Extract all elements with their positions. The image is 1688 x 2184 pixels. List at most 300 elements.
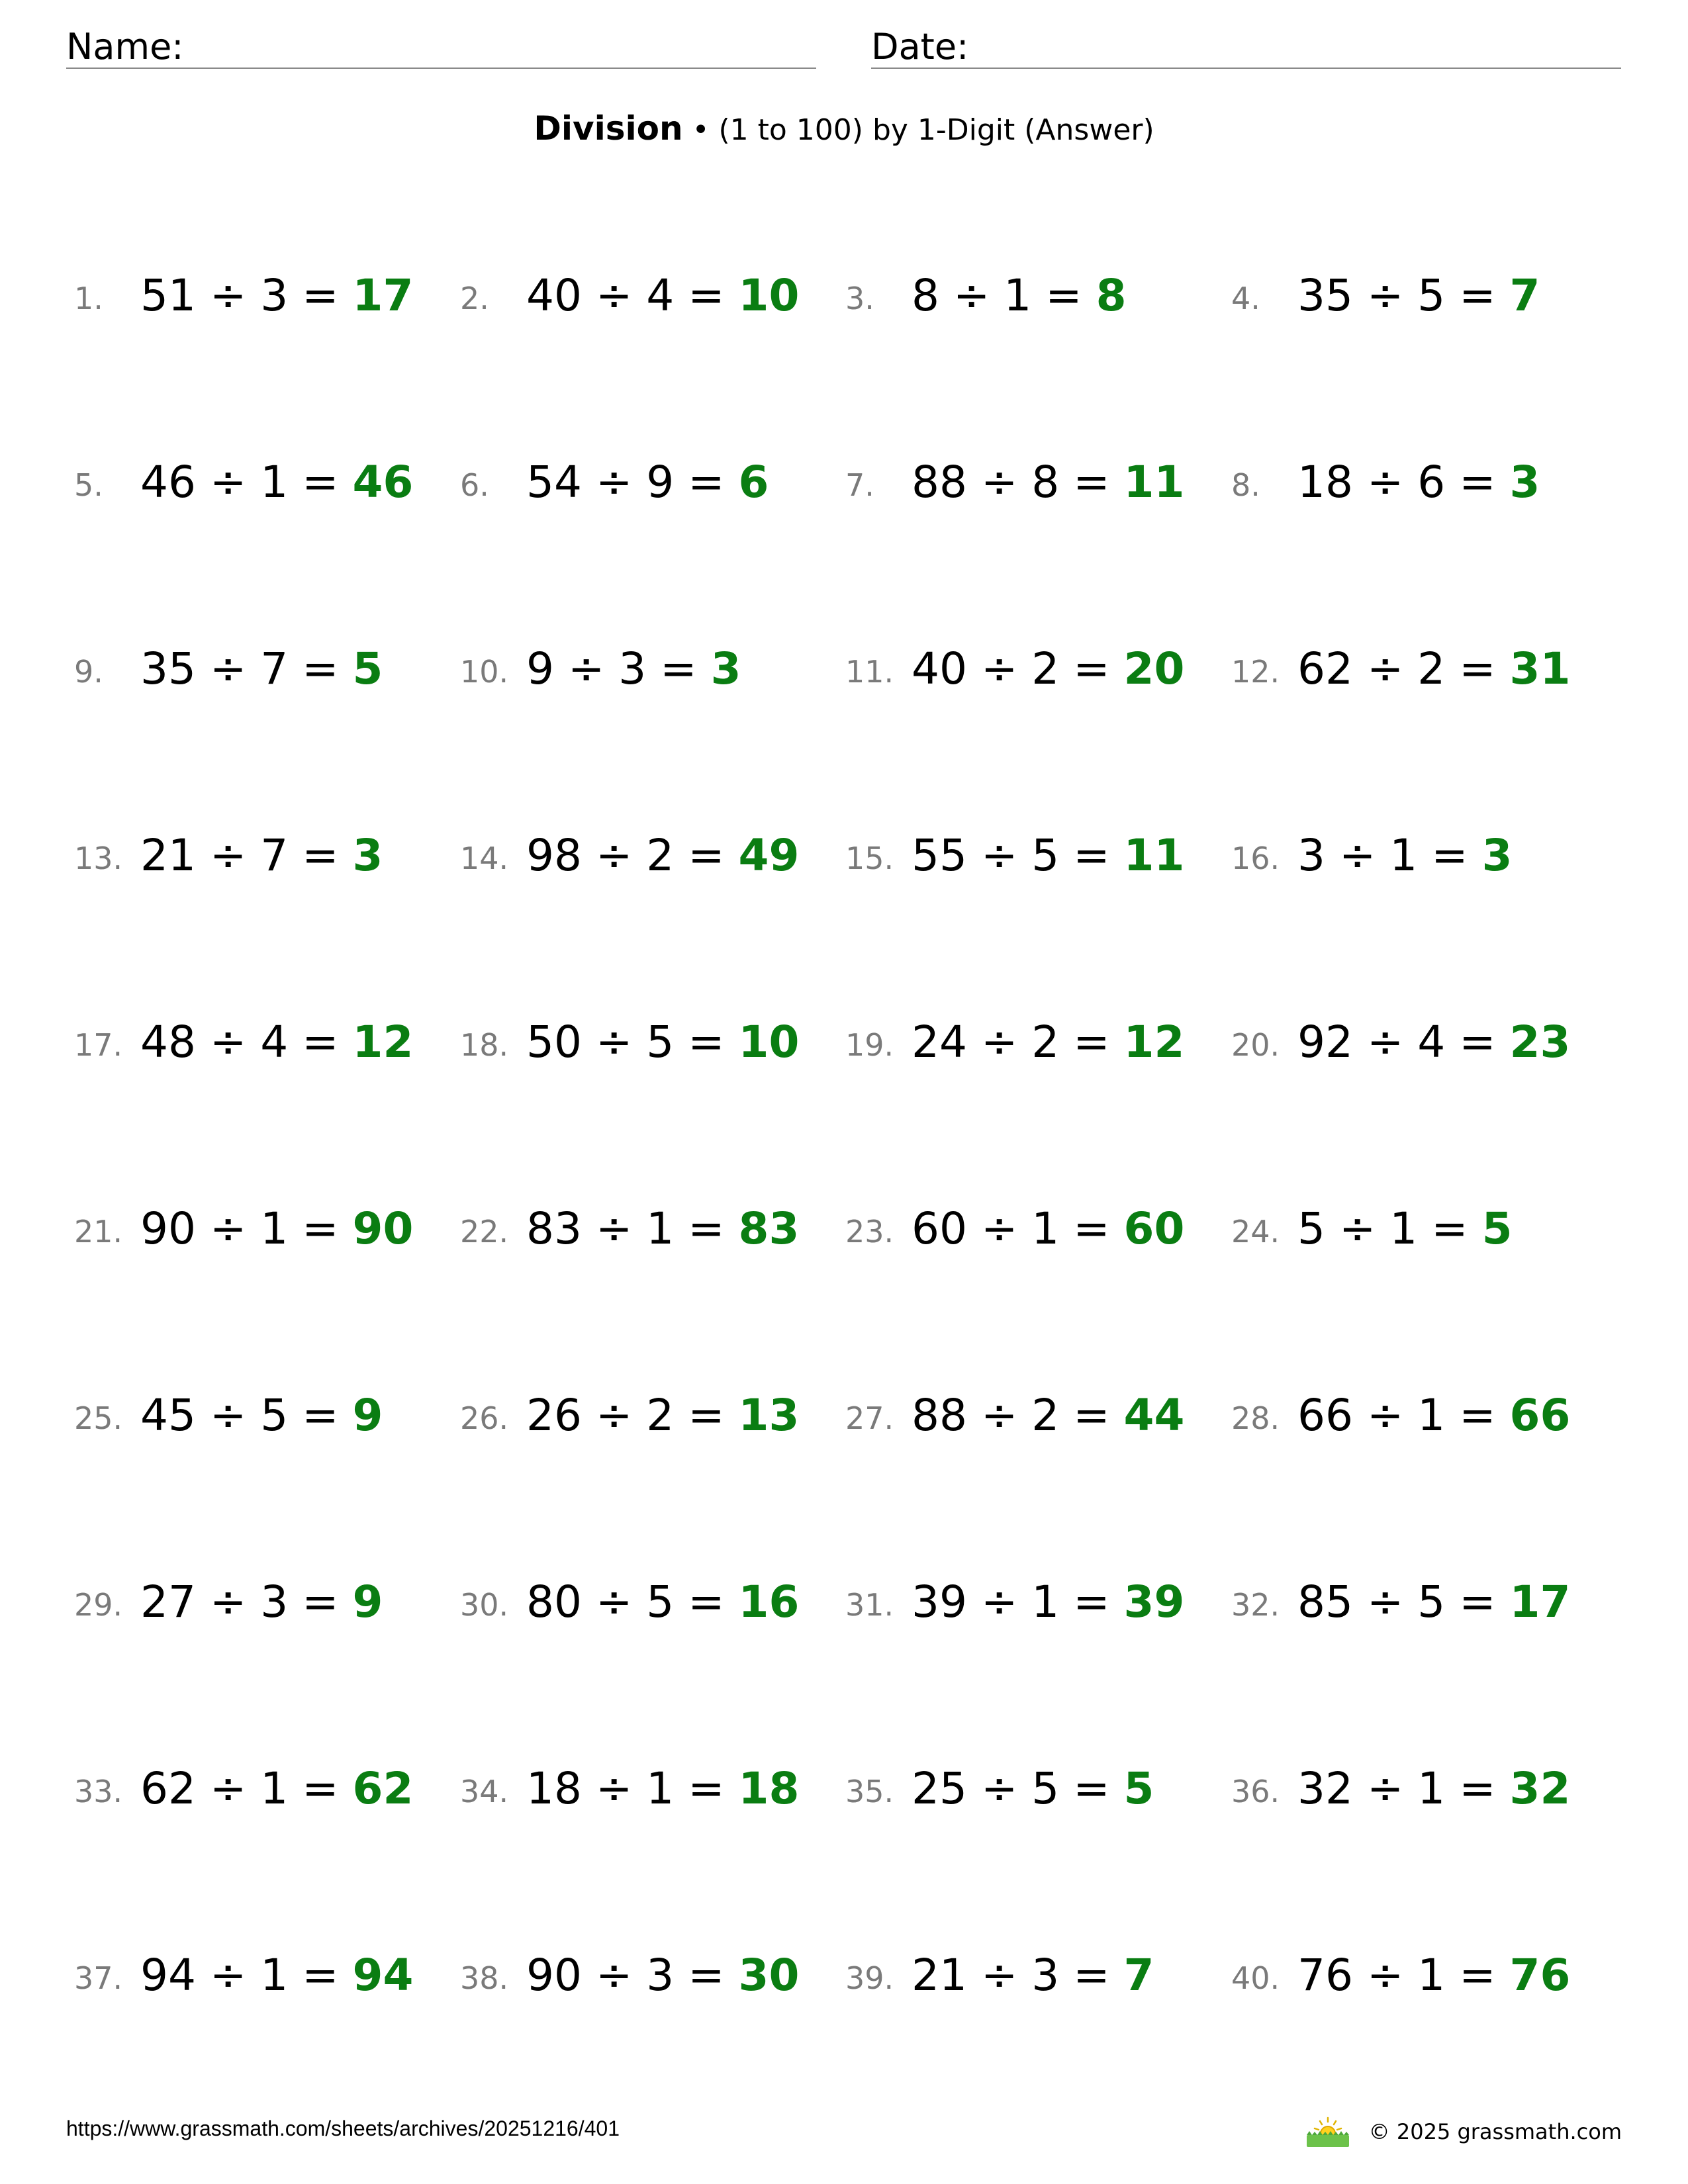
problem-expression <box>140 270 414 321</box>
problem-item <box>845 991 1229 1071</box>
divisor: 1 <box>260 1950 289 2001</box>
dividend: 18 <box>1297 457 1353 508</box>
equals-symbol: = <box>302 270 339 321</box>
divide-symbol: ÷ <box>980 1203 1018 1254</box>
problem-number: 7. <box>845 467 874 503</box>
dividend: 62 <box>1297 643 1353 694</box>
divisor: 5 <box>1031 830 1060 881</box>
title-main: Division <box>534 109 683 148</box>
divisor: 1 <box>260 1203 289 1254</box>
divide-symbol: ÷ <box>980 1576 1018 1627</box>
answer: 6 <box>738 457 769 508</box>
divisor: 2 <box>646 1390 675 1441</box>
answer: 7 <box>1509 270 1540 321</box>
divisor: 1 <box>1031 1576 1060 1627</box>
divide-symbol: ÷ <box>595 830 633 881</box>
dividend: 90 <box>140 1203 196 1254</box>
problem-number: 9. <box>74 654 103 690</box>
answer: 44 <box>1123 1390 1185 1441</box>
equals-symbol: = <box>688 1763 725 1814</box>
problem-expression <box>1297 1576 1571 1627</box>
problem-expression <box>1297 643 1571 694</box>
divide-symbol: ÷ <box>1366 457 1404 508</box>
answer: 17 <box>1509 1576 1571 1627</box>
problem-item <box>1231 1925 1615 2004</box>
divide-symbol: ÷ <box>980 1390 1018 1441</box>
divisor: 5 <box>646 1576 675 1627</box>
answer: 3 <box>1481 830 1513 881</box>
problem-expression <box>1297 1390 1571 1441</box>
equals-symbol: = <box>688 1950 725 2001</box>
equals-symbol: = <box>302 1763 339 1814</box>
answer: 16 <box>738 1576 800 1627</box>
answer: 94 <box>352 1950 414 2001</box>
divisor: 1 <box>646 1203 675 1254</box>
dividend: 88 <box>912 457 967 508</box>
divide-symbol: ÷ <box>1366 270 1404 321</box>
divide-symbol: ÷ <box>209 1390 247 1441</box>
divide-symbol: ÷ <box>980 1950 1018 2001</box>
divisor: 2 <box>1417 643 1446 694</box>
equals-symbol: = <box>1459 1950 1496 2001</box>
equals-symbol: = <box>1459 270 1496 321</box>
answer: 20 <box>1123 643 1185 694</box>
equals-symbol: = <box>1459 457 1496 508</box>
problem-number: 15. <box>845 841 894 876</box>
dividend: 90 <box>526 1950 582 2001</box>
equals-symbol: = <box>1459 1390 1496 1441</box>
divide-symbol: ÷ <box>595 1950 633 2001</box>
equals-symbol: = <box>302 1950 339 2001</box>
divide-symbol: ÷ <box>595 1576 633 1627</box>
equals-symbol: = <box>302 830 339 881</box>
divide-symbol: ÷ <box>209 1203 247 1254</box>
answer: 11 <box>1123 830 1185 881</box>
answer: 60 <box>1123 1203 1185 1254</box>
divide-symbol: ÷ <box>209 830 247 881</box>
answer: 39 <box>1123 1576 1185 1627</box>
dividend: 24 <box>912 1017 967 1068</box>
problem-number: 40. <box>1231 1960 1280 1996</box>
answer: 18 <box>738 1763 800 1814</box>
problem-expression <box>912 830 1185 881</box>
problem-item <box>460 1925 844 2004</box>
problem-number: 18. <box>460 1027 509 1063</box>
problem-number: 17. <box>74 1027 123 1063</box>
problem-number: 32. <box>1231 1587 1280 1623</box>
problem-item <box>74 805 458 884</box>
problem-number: 23. <box>845 1214 894 1250</box>
problem-expression <box>1297 270 1540 321</box>
divisor: 1 <box>1004 270 1032 321</box>
dividend: 18 <box>526 1763 582 1814</box>
problem-expression <box>140 457 414 508</box>
dividend: 51 <box>140 270 196 321</box>
divide-symbol: ÷ <box>595 1390 633 1441</box>
problem-item <box>1231 991 1615 1071</box>
problem-number: 14. <box>460 841 509 876</box>
problem-number: 28. <box>1231 1400 1280 1436</box>
divisor: 6 <box>1417 457 1446 508</box>
answer: 62 <box>352 1763 414 1814</box>
dividend: 45 <box>140 1390 196 1441</box>
problem-expression <box>526 457 769 508</box>
problem-item <box>1231 245 1615 324</box>
divide-symbol: ÷ <box>209 1017 247 1068</box>
problem-item <box>460 1738 844 1817</box>
problem-item <box>1231 618 1615 698</box>
equals-symbol: = <box>302 1576 339 1627</box>
problem-expression <box>526 270 800 321</box>
equals-symbol: = <box>688 830 725 881</box>
equals-symbol: = <box>1073 457 1110 508</box>
problem-expression <box>526 830 800 881</box>
equals-symbol: = <box>1073 1576 1110 1627</box>
divisor: 5 <box>260 1390 289 1441</box>
equals-symbol: = <box>302 643 339 694</box>
divide-symbol: ÷ <box>1366 1950 1404 2001</box>
divide-symbol: ÷ <box>1366 1576 1404 1627</box>
equals-symbol: = <box>1073 1763 1110 1814</box>
problem-item <box>1231 1365 1615 1444</box>
problem-expression <box>526 1203 800 1254</box>
dividend: 35 <box>1297 270 1353 321</box>
problem-item <box>460 245 844 324</box>
equals-symbol: = <box>1431 830 1468 881</box>
title-subtitle: • (1 to 100) by 1-Digit (Answer) <box>682 113 1154 147</box>
divide-symbol: ÷ <box>209 1763 247 1814</box>
problem-item <box>460 1551 844 1631</box>
dividend: 40 <box>526 270 582 321</box>
answer: 5 <box>352 643 383 694</box>
equals-symbol: = <box>1459 1763 1496 1814</box>
problem-expression <box>912 643 1185 694</box>
divisor: 3 <box>1031 1950 1060 2001</box>
problem-expression <box>1297 1950 1571 2001</box>
divide-symbol: ÷ <box>1366 1390 1404 1441</box>
equals-symbol: = <box>1045 270 1082 321</box>
equals-symbol: = <box>1073 643 1110 694</box>
divisor: 4 <box>260 1017 289 1068</box>
problem-item <box>460 1178 844 1257</box>
divide-symbol: ÷ <box>595 1203 633 1254</box>
divisor: 7 <box>260 830 289 881</box>
problem-number: 12. <box>1231 654 1280 690</box>
problem-expression <box>1297 1203 1513 1254</box>
name-field[interactable] <box>66 26 816 69</box>
dividend: 88 <box>912 1390 967 1441</box>
dividend: 62 <box>140 1763 196 1814</box>
problem-expression <box>912 1763 1154 1814</box>
answer: 17 <box>352 270 414 321</box>
dividend: 26 <box>526 1390 582 1441</box>
answer: 32 <box>1509 1763 1571 1814</box>
problem-number: 24. <box>1231 1214 1280 1250</box>
dividend: 55 <box>912 830 967 881</box>
problem-number: 5. <box>74 467 103 503</box>
problem-number: 29. <box>74 1587 123 1623</box>
dividend: 21 <box>140 830 196 881</box>
answer: 46 <box>352 457 414 508</box>
answer: 12 <box>352 1017 414 1068</box>
problem-expression <box>140 1203 414 1254</box>
problem-item <box>74 1738 458 1817</box>
answer: 66 <box>1509 1390 1571 1441</box>
divisor: 2 <box>1031 1017 1060 1068</box>
answer: 11 <box>1123 457 1185 508</box>
dividend: 46 <box>140 457 196 508</box>
equals-symbol: = <box>1073 1017 1110 1068</box>
dividend: 85 <box>1297 1576 1353 1627</box>
problem-expression <box>912 1017 1185 1068</box>
divisor: 2 <box>646 830 675 881</box>
divide-symbol: ÷ <box>209 270 247 321</box>
dividend: 50 <box>526 1017 582 1068</box>
equals-symbol: = <box>302 1017 339 1068</box>
problem-item <box>460 991 844 1071</box>
page-title <box>0 109 1688 148</box>
problem-number: 2. <box>460 281 489 316</box>
dividend: 80 <box>526 1576 582 1627</box>
divisor: 2 <box>1031 643 1060 694</box>
divisor: 1 <box>1417 1763 1446 1814</box>
problem-expression <box>526 1017 800 1068</box>
problem-number: 31. <box>845 1587 894 1623</box>
divisor: 2 <box>1031 1390 1060 1441</box>
dividend: 94 <box>140 1950 196 2001</box>
divide-symbol: ÷ <box>980 1017 1018 1068</box>
equals-symbol: = <box>688 1576 725 1627</box>
divide-symbol: ÷ <box>567 643 605 694</box>
problem-number: 10. <box>460 654 509 690</box>
dividend: 66 <box>1297 1390 1353 1441</box>
dividend: 27 <box>140 1576 196 1627</box>
problem-item <box>845 432 1229 511</box>
problem-number: 39. <box>845 1960 894 1996</box>
problem-expression <box>140 830 383 881</box>
equals-symbol: = <box>302 1390 339 1441</box>
grass-sun-logo-icon <box>1303 2115 1353 2148</box>
problem-item <box>845 1365 1229 1444</box>
date-field[interactable] <box>871 26 1621 69</box>
answer: 23 <box>1509 1017 1571 1068</box>
divide-symbol: ÷ <box>209 457 247 508</box>
divisor: 1 <box>1031 1203 1060 1254</box>
equals-symbol: = <box>688 1203 725 1254</box>
divide-symbol: ÷ <box>1366 1763 1404 1814</box>
divide-symbol: ÷ <box>980 457 1018 508</box>
divisor: 9 <box>646 457 675 508</box>
problem-number: 34. <box>460 1774 509 1809</box>
dividend: 8 <box>912 270 939 321</box>
equals-symbol: = <box>688 457 725 508</box>
problem-item <box>845 245 1229 324</box>
divide-symbol: ÷ <box>953 270 990 321</box>
equals-symbol: = <box>688 1017 725 1068</box>
problem-number: 38. <box>460 1960 509 1996</box>
problem-item <box>74 1551 458 1631</box>
problem-expression <box>912 1390 1185 1441</box>
problem-number: 6. <box>460 467 489 503</box>
answer: 90 <box>352 1203 414 1254</box>
problem-item <box>845 1178 1229 1257</box>
problem-expression <box>912 1576 1185 1627</box>
answer: 3 <box>710 643 741 694</box>
answer: 3 <box>1509 457 1540 508</box>
answer: 83 <box>738 1203 800 1254</box>
problem-expression <box>1297 1763 1571 1814</box>
equals-symbol: = <box>1073 830 1110 881</box>
dividend: 21 <box>912 1950 967 2001</box>
dividend: 48 <box>140 1017 196 1068</box>
problem-number: 13. <box>74 841 123 876</box>
divisor: 5 <box>1031 1763 1060 1814</box>
problem-number: 27. <box>845 1400 894 1436</box>
dividend: 40 <box>912 643 967 694</box>
problem-item <box>74 1178 458 1257</box>
divisor: 1 <box>1417 1950 1446 2001</box>
divisor: 7 <box>260 643 289 694</box>
answer: 8 <box>1096 270 1127 321</box>
divide-symbol: ÷ <box>1338 830 1376 881</box>
dividend: 60 <box>912 1203 967 1254</box>
problem-expression <box>912 270 1127 321</box>
equals-symbol: = <box>1459 1017 1496 1068</box>
answer: 7 <box>1123 1950 1154 2001</box>
equals-symbol: = <box>1073 1950 1110 2001</box>
problem-item <box>74 991 458 1071</box>
problem-number: 30. <box>460 1587 509 1623</box>
problem-number: 21. <box>74 1214 123 1250</box>
answer: 76 <box>1509 1950 1571 2001</box>
problem-number: 22. <box>460 1214 509 1250</box>
divide-symbol: ÷ <box>980 1763 1018 1814</box>
answer: 5 <box>1123 1763 1154 1814</box>
equals-symbol: = <box>660 643 697 694</box>
answer: 49 <box>738 830 800 881</box>
divisor: 3 <box>260 1576 289 1627</box>
dividend: 98 <box>526 830 582 881</box>
divide-symbol: ÷ <box>595 457 633 508</box>
problem-expression <box>140 1576 383 1627</box>
footer-url[interactable]: https://www.grassmath.com/sheets/archives/20251216/401 <box>66 2116 620 2140</box>
problem-item <box>74 618 458 698</box>
problem-expression <box>912 1203 1185 1254</box>
problem-number: 36. <box>1231 1774 1280 1809</box>
dividend: 3 <box>1297 830 1325 881</box>
answer: 31 <box>1509 643 1571 694</box>
problem-item <box>1231 1551 1615 1631</box>
problem-item <box>1231 1178 1615 1257</box>
answer: 9 <box>352 1390 383 1441</box>
answer: 13 <box>738 1390 800 1441</box>
divide-symbol: ÷ <box>980 643 1018 694</box>
problem-expression <box>526 1950 800 2001</box>
problem-number: 25. <box>74 1400 123 1436</box>
answer: 30 <box>738 1950 800 2001</box>
divide-symbol: ÷ <box>595 1017 633 1068</box>
equals-symbol: = <box>302 457 339 508</box>
dividend: 25 <box>912 1763 967 1814</box>
divisor: 1 <box>1389 1203 1418 1254</box>
problem-item <box>1231 1738 1615 1817</box>
problem-expression <box>140 643 383 694</box>
answer: 9 <box>352 1576 383 1627</box>
divide-symbol: ÷ <box>980 830 1018 881</box>
equals-symbol: = <box>302 1203 339 1254</box>
dividend: 92 <box>1297 1017 1353 1068</box>
problem-item <box>1231 432 1615 511</box>
problem-expression <box>1297 830 1513 881</box>
problem-number: 8. <box>1231 467 1260 503</box>
problem-item <box>845 618 1229 698</box>
problem-expression <box>526 643 741 694</box>
problem-item <box>1231 805 1615 884</box>
problem-expression <box>1297 457 1540 508</box>
answer: 3 <box>352 830 383 881</box>
divisor: 3 <box>618 643 647 694</box>
equals-symbol: = <box>1431 1203 1468 1254</box>
problem-number: 11. <box>845 654 894 690</box>
name-label: Name: <box>66 26 184 68</box>
divide-symbol: ÷ <box>595 270 633 321</box>
equals-symbol: = <box>1459 643 1496 694</box>
problem-number: 35. <box>845 1774 894 1809</box>
divide-symbol: ÷ <box>1366 1017 1404 1068</box>
problem-expression <box>140 1950 414 2001</box>
dividend: 83 <box>526 1203 582 1254</box>
dividend: 5 <box>1297 1203 1325 1254</box>
divide-symbol: ÷ <box>209 1950 247 2001</box>
problem-number: 4. <box>1231 281 1260 316</box>
dividend: 9 <box>526 643 554 694</box>
answer: 12 <box>1123 1017 1185 1068</box>
divisor: 1 <box>1389 830 1418 881</box>
problem-expression <box>140 1017 414 1068</box>
answer: 10 <box>738 1017 800 1068</box>
divide-symbol: ÷ <box>1338 1203 1376 1254</box>
divide-symbol: ÷ <box>595 1763 633 1814</box>
problem-expression <box>140 1390 383 1441</box>
divisor: 3 <box>260 270 289 321</box>
dividend: 35 <box>140 643 196 694</box>
problem-item <box>845 805 1229 884</box>
divisor: 1 <box>1417 1390 1446 1441</box>
copyright-text: © 2025 grassmath.com <box>1368 2119 1622 2144</box>
problem-item <box>460 432 844 511</box>
divide-symbol: ÷ <box>1366 643 1404 694</box>
answer: 5 <box>1481 1203 1513 1254</box>
problem-expression <box>526 1576 800 1627</box>
dividend: 39 <box>912 1576 967 1627</box>
equals-symbol: = <box>1073 1203 1110 1254</box>
problem-number: 20. <box>1231 1027 1280 1063</box>
problem-item <box>460 618 844 698</box>
problem-item <box>460 805 844 884</box>
divide-symbol: ÷ <box>209 643 247 694</box>
divisor: 5 <box>1417 270 1446 321</box>
dividend: 32 <box>1297 1763 1353 1814</box>
divisor: 5 <box>646 1017 675 1068</box>
problem-number: 26. <box>460 1400 509 1436</box>
dividend: 54 <box>526 457 582 508</box>
divisor: 1 <box>260 457 289 508</box>
problem-number: 37. <box>74 1960 123 1996</box>
problem-number: 3. <box>845 281 874 316</box>
answer: 10 <box>738 270 800 321</box>
problem-item <box>460 1365 844 1444</box>
divisor: 1 <box>646 1763 675 1814</box>
